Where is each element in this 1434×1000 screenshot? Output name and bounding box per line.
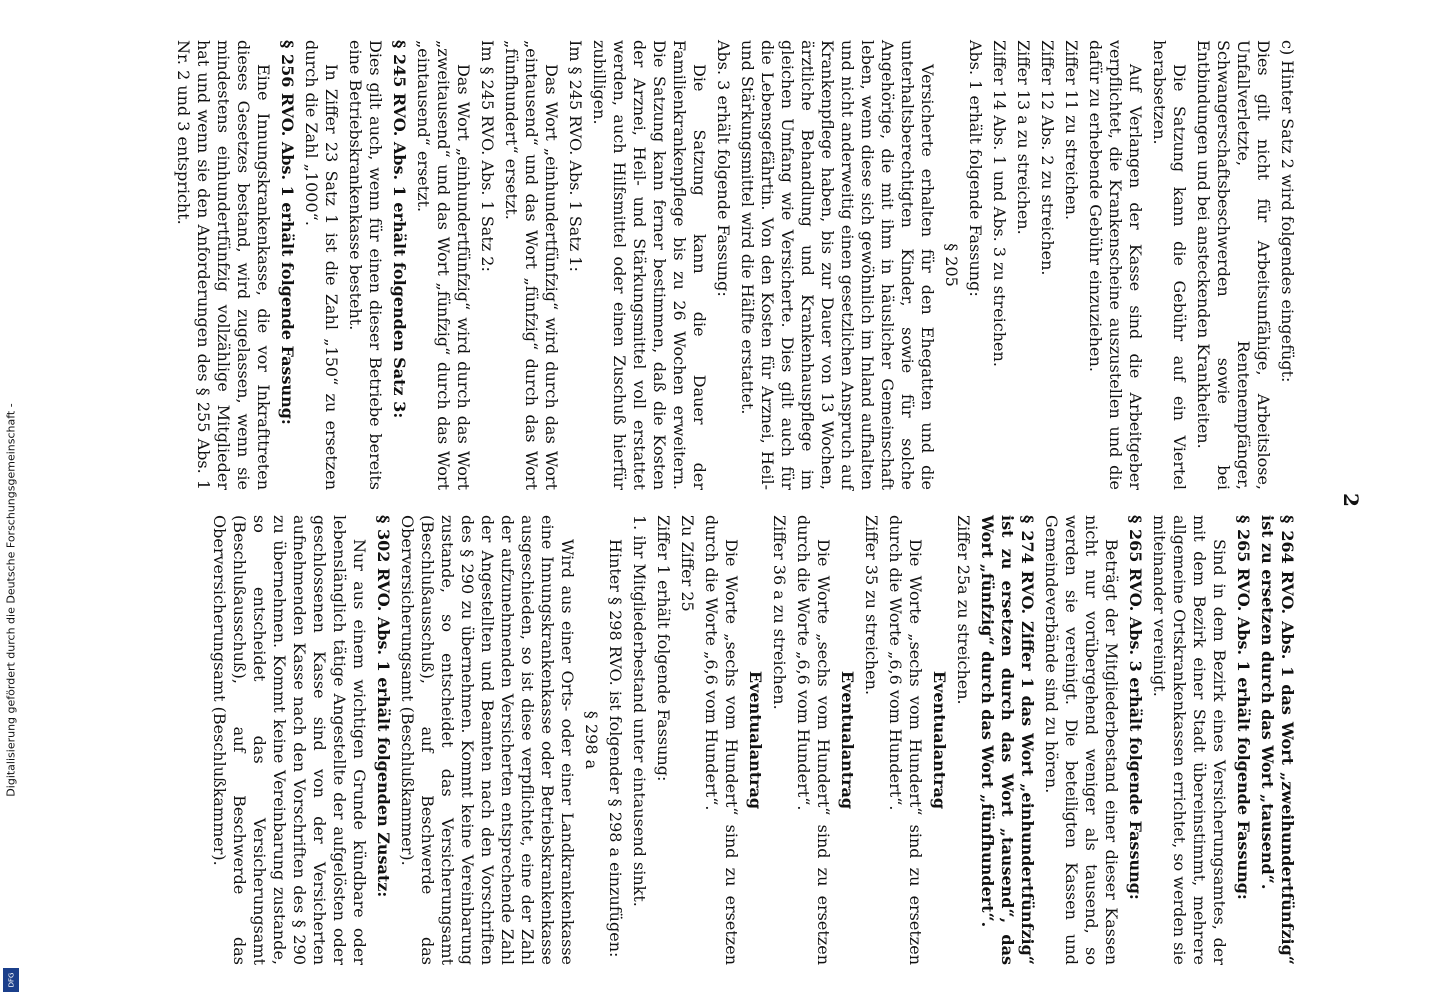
dfg-logo (3, 968, 19, 992)
left-column (169, 40, 1297, 490)
right-column-paragraph: § 265 RVO. Abs. 3 erhält folgende Fassung: (1126, 515, 1145, 900)
right-column-paragraph: Eventualantrag (746, 670, 765, 810)
left-column-paragraph: Eine Innungskrankenkasse, die vor Inkrafttreten dieses Gesetzes bestand, wird zugelassen, wenn sie mindestens einhundertfünfzig vollzählige Mitglieder hat und wenn sie den Anforderungen des § 255 Abs. 1 Nr. 2 und 3 entspricht. (174, 40, 273, 490)
right-column-paragraph: § 302 RVO. Abs. 1 erhält folgenden Zusatz: (374, 515, 393, 898)
left-column-paragraph: Die Satzung kann die Gebühr auf ein Viertel herabsetzen. (1150, 40, 1189, 490)
right-column-paragraph: § 265 RVO. Abs. 1 erhält folgende Fassung: (1234, 515, 1253, 900)
dfg-logo-text: DFG (7, 972, 15, 988)
dfg-credit-text: Digitalisierung gefördert durch die Deutsche Forschungsgemeinschaft - (4, 403, 18, 797)
right-column-paragraph: Eventualantrag (930, 670, 949, 810)
left-column-paragraph: Die Satzung kann die Dauer der Familienkrankenpflege bis zu 26 Wochen erweitern. Die Satzung kann ferner bestimmen, daß die Kosten der Arznei, Heil- und Stärkungsmittel voll erstattet werden, auch Hilfsmittel oder einen Zuschuß hierfür zubilligen. (590, 40, 709, 490)
right-column-paragraph: Ziffer 1 erhält folgende Fassung: (654, 515, 673, 782)
left-column-paragraph: Dies gilt auch, wenn für einen dieser Betriebe bereits eine Betriebskrankenkasse besteht. (346, 40, 385, 490)
left-column-paragraph: Im § 245 RVO. Abs. 1 Satz 1: (566, 40, 585, 272)
digitization-sidebar (0, 0, 22, 1000)
right-column-paragraph: Eventualantrag (838, 670, 857, 810)
right-column-paragraph: Zu Ziffer 25 (678, 515, 697, 612)
right-column-paragraph: § 274 RVO. Ziffer 1 das Wort „einhundertfünfzig“ ist zu ersetzen durch das Wort „tausend“, das Wort „fünfzig“ durch das Wort „fünfhundert“. (978, 515, 1037, 965)
right-column-paragraph: Beträgt der Mitgliederbestand einer dieser Kassen nicht nur vorübergehend weniger als tausend, so werden sie vereinigt. Die beteiligten Kassen und Gemeindeverbände sind zu hören. (1042, 515, 1121, 965)
right-column-paragraph: Ziffer 36 a zu streichen. (770, 515, 789, 710)
right-column-paragraph: 1. ihr Mitgliederbestand unter eintausend sinkt. (630, 515, 649, 907)
left-column-paragraph: Das Wort „einhundertfünfzig“ wird durch das Wort „eintausend“ und das Wort „fünfzig“ durch das Wort „fünfhundert“ ersetzt. (502, 40, 561, 490)
left-column-paragraph: Abs. 3 erhält folgende Fassung: (714, 40, 733, 297)
left-column-paragraph: Abs. 1 erhält folgende Fassung: (966, 40, 985, 297)
right-column-paragraph: Die Worte „sechs vom Hundert“ sind zu ersetzen durch die Worte „6,6 vom Hundert“. (794, 515, 833, 965)
left-column-paragraph: Auf Verlangen der Kasse sind die Arbeitgeber verpflichtet, die Krankenscheine auszustellen und die dafür zu erhebende Gebühr einzuziehen. (1086, 40, 1145, 490)
left-column-paragraph: § 245 RVO. Abs. 1 erhält folgenden Satz 3: (390, 40, 409, 419)
right-column (205, 515, 1297, 965)
right-column-paragraph: Wird aus einer Orts- oder einer Landkrankenkasse eine Innungskrankenkasse oder Betriebskrankenkasse ausgeschieden, so ist diese verpflichtet, eine der Zahl der aufzunehmenden Versicherten entsprechende Zahl der Angestellten und Beamten nach den Vorschriften des § 290 zu übernehmen. Kommt keine Vereinbarung zustande, so entscheidet das Versicherungsamt (Beschlußausschuß), auf Beschwerde das Oberversicherungsamt (Beschlußkammer). (398, 515, 577, 965)
right-column-paragraph: Sind in dem Bezirk eines Versicherungsamtes, der mit dem Bezirk einer Stadt übereinstimmt, mehrere allgemeine Ortskrankenkassen errichtet, so werden sie miteinander vereinigt. (1150, 515, 1229, 965)
left-column-paragraph: Ziffer 11 zu streichen. (1062, 40, 1081, 221)
left-column-paragraph: § 256 RVO. Abs. 1 erhält folgende Fassung: (278, 40, 297, 425)
left-column-paragraph: Im § 245 RVO. Abs. 1 Satz 2: (478, 40, 497, 272)
right-column-paragraph: Ziffer 25a zu streichen. (954, 515, 973, 705)
left-column-paragraph: In Ziffer 23 Satz 1 ist die Zahl „150“ zu ersetzen durch die Zahl „1000“. (302, 40, 341, 490)
left-column-paragraph: Versicherte erhalten für den Ehegatten und die unterhaltsberechtigten Kinder, sowie für solche Angehörige, die mit ihm in häuslicher Gemeinschaft leben, wenn diese sich gewöhnlich im Inland aufhalten und nicht anderweitig einen gesetzlichen Anspruch auf Krankenpflege haben, bis zur Dauer von 13 Wochen, ärztliche Behandlung und Krankenhauspflege im gleichen Umfang wie Versicherte. Dies gilt auch für die Lebensgefährtin. Von den Kosten für Arznei, Heil- und Stärkungsmittel wird die Hälfte erstattet. (738, 40, 937, 490)
left-column-paragraph: Dies gilt nicht für Arbeitsunfähige, Arbeitslose, Unfallverletzte, Rentenempfänger, Schwangerschaftsbeschwerden sowie bei Entbindungen und bei ansteckenden Krankheiten. (1194, 40, 1273, 490)
left-column-paragraph: Ziffer 12 Abs. 2 zu streichen. (1038, 40, 1057, 276)
left-column-paragraph: Ziffer 13 a zu streichen. (1014, 40, 1033, 235)
scanned-page (37, 0, 1397, 1000)
left-column-paragraph: Das Wort „einhundertfünfzig“ wird durch das Wort „zweitausend“ und das Wort „fünfzig“ durch das Wort „eintausend“ ersetzt. (414, 40, 473, 490)
page-number: 2 (1339, 493, 1363, 507)
left-column-paragraph: § 205 (942, 243, 961, 287)
left-column-paragraph: c) Hinter Satz 2 wird folgendes eingefügt: (1278, 40, 1297, 383)
right-column-paragraph: § 264 RVO. Abs. 1 das Wort „zweihundertfünfzig“ ist zu ersetzen durch das Wort „tausend“. (1258, 515, 1297, 965)
right-column-paragraph: § 298 a (582, 710, 601, 770)
right-column-paragraph: Hinter § 298 RVO. ist folgender § 298 a einzufügen: (606, 539, 625, 958)
right-column-paragraph: Die Worte „sechs vom Hundert“ sind zu ersetzen durch die Worte „6,6 vom Hundert“. (702, 515, 741, 965)
right-column-paragraph: Nur aus einem wichtigen Grunde kündbare oder lebenslänglich tätige Angestellte der aufgelösten oder geschlossenen Kasse sind von der Versicherten aufnehmenden Kasse nach den Vorschriften des § 290 zu übernehmen. Kommt keine Vereinbarung zustande, so entscheidet das Versicherungsamt (Beschlußausschuß), auf Beschwerde das Oberversicherungsamt (Beschlußkammer). (210, 515, 369, 965)
right-column-paragraph: Ziffer 35 zu streichen. (862, 515, 881, 696)
left-column-paragraph: Ziffer 14 Abs. 1 und Abs. 3 zu streichen. (990, 40, 1009, 367)
right-column-paragraph: Die Worte „sechs vom Hundert“ sind zu ersetzen durch die Worte „6,6 vom Hundert“. (886, 515, 925, 965)
